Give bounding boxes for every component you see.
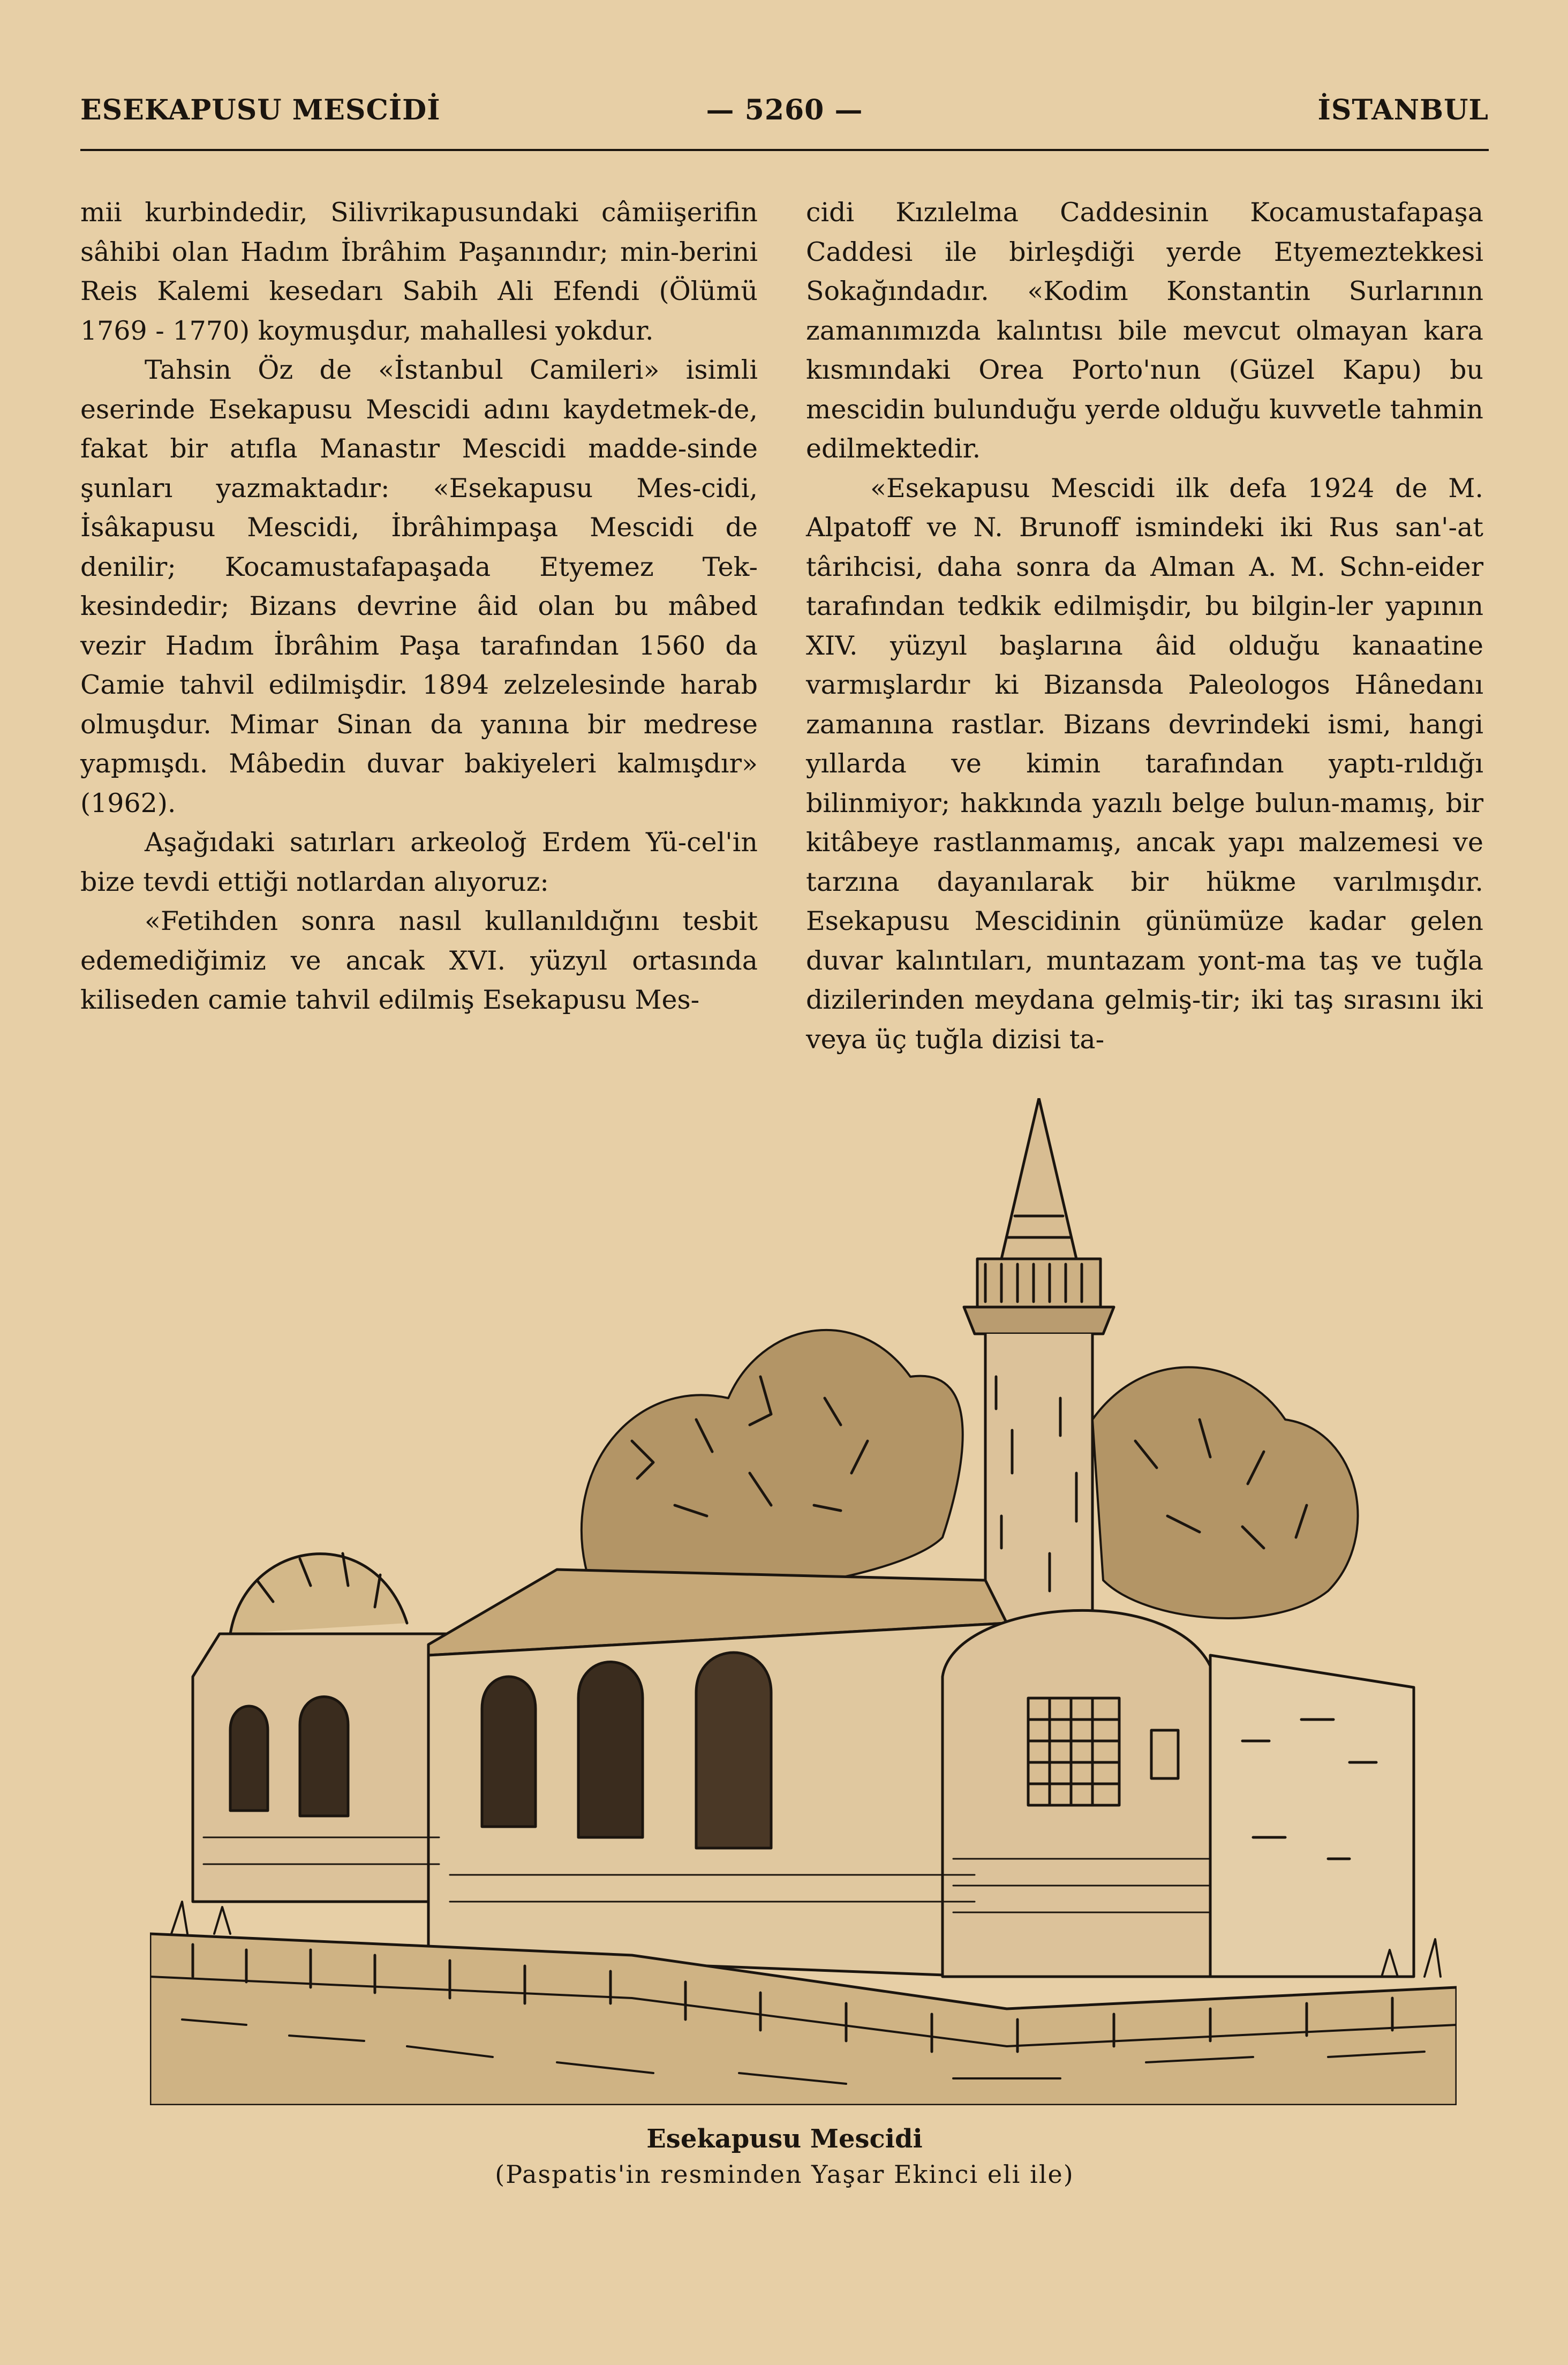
paragraph: cidi Kızılelma Caddesinin Kocamustafapaşa Caddesi ile birleşdiği yerde Etyemeztekkesi Sokağındadır. «Kodim Konstantin Surlarının zamanımızda kalıntısı bile mevcut olmayan kara kısmındaki Orea Porto'nun (Güzel Kapu) bu mescidin bulunduğu yerde olduğu kuvvetle tahmin edilmektedir.	[806, 197, 1483, 464]
paragraph: mii kurbindedir, Silivrikapusundaki câmiişerifin sâhibi olan Hadım İbrâhim Paşanındır; min-berini Reis Kalemi kesedarı Sabih Ali Efendi (Ölümü 1769 - 1770) koymuşdur, mahallesi yokdur.	[80, 197, 758, 346]
caption-title: Esekapusu Mescidi	[646, 2124, 923, 2154]
page-number: — 5260 —	[706, 94, 863, 126]
paragraph: Tahsin Öz de «İstanbul Camileri» isimli eserinde Esekapusu Mescidi adını kaydetmek-de, fakat bir atıfla Manastır Mescidi madde-sinde şunları yazmaktadır: «Esekapusu Mes-cidi, İsâkapusu Mescidi, İbrâhimpaşa Mescidi de denilir; Kocamustafapaşada Etyemez Tek-kesindedir; Bizans devrine âid olan bu mâbed vezir Hadım İbrâhim Paşa tarafından 1560 da Camie tahvil edilmişdir. 1894 zelzelesinde harab olmuşdur. Mimar Sinan da yanına bir medrese yapmışdı. Mâbedin duvar bakiyeleri kalmışdır» (1962).	[80, 355, 758, 819]
running-header	[80, 88, 1489, 137]
header-city: İSTANBUL	[1317, 94, 1489, 126]
minaret-spire	[1001, 1098, 1076, 1259]
dome	[230, 1554, 407, 1634]
paragraph: Aşağıdaki satırları arkeoloğ Erdem Yü-cel'in bize tevdi ettiği notlardan alıyoruz:	[80, 827, 758, 897]
caption-credit: (Paspatis'in resminden Yaşar Ekinci eli ile)	[495, 2160, 1074, 2189]
tree-left	[582, 1330, 963, 1593]
lattice-window	[1028, 1698, 1119, 1805]
tree-right	[1092, 1367, 1358, 1618]
figure-caption	[80, 2121, 1489, 2192]
left-text-column	[80, 193, 758, 1020]
header-rule	[80, 149, 1489, 151]
paragraph: «Esekapusu Mescidi ilk defa 1924 de M. Alpatoff ve N. Brunoff ismindeki iki Rus san'-at târihcisi, daha sonra da Alman A. M. Schn-eider tarafından tedkik edilmişdir, bu bilgin-ler yapının XIV. yüzyıl başlarına âid olduğu kanaatine varmışlardır ki Bizansda Paleologos Hânedanı zamanına rastlar. Bizans devrindeki ismi, hangi yıllarda ve kimin tarafından yaptı-rıldığı bilinmiyor; hakkında yazılı belge bulun-mamış, bir kitâbeye rastlanmamış, ancak yapı malzemesi ve tarzına dayanılarak bir hükme varılmışdır. Esekapusu Mescidinin günümüze kadar gelen duvar kalıntıları, muntazam yont-ma taş ve tuğla dizilerinden meydana gelmiş-tir; iki taş sırasını iki veya üç tuğla dizisi ta-	[806, 472, 1483, 1055]
paragraph: «Fetihden sonra nasıl kullanıldığını tesbit edemediğimiz ve ancak XVI. yüzyıl ortasında kiliseden camie tahvil edilmiş Esekapusu Mes-	[80, 906, 758, 1015]
mosque-illustration	[150, 1098, 1457, 2105]
header-section-title: ESEKAPUSU MESCİDİ	[80, 94, 441, 126]
right-text-column	[806, 193, 1483, 1059]
